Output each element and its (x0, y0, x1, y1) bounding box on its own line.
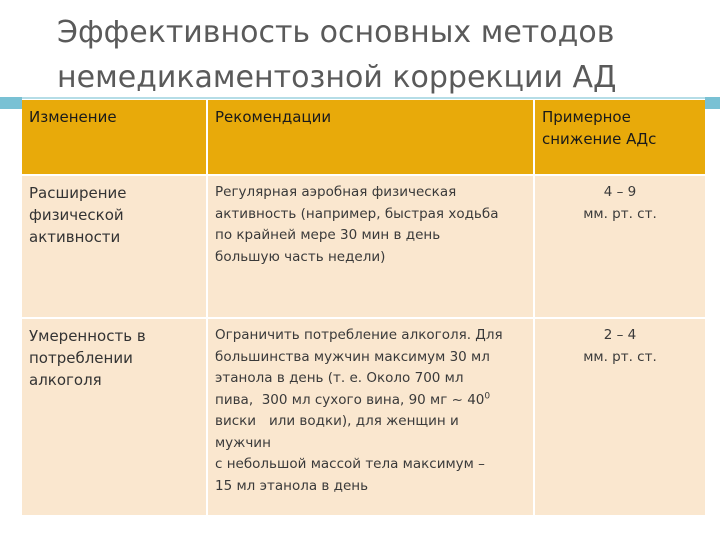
cell-recommendation-line: большинства мужчин максимум 30 мл (215, 348, 490, 365)
table-row (22, 319, 705, 517)
cell-recommendation-line: с небольшой массой тела максимум – (215, 456, 485, 472)
header-recommendations-label: Рекомендации (215, 108, 332, 126)
cell-change-line: активности (29, 228, 121, 246)
cell-reduction-range: 2 – 4 (603, 327, 637, 343)
cell-reduction (535, 319, 705, 517)
header-reduction-line-1: Примерное (542, 108, 631, 126)
accent-bar-right (705, 97, 720, 109)
superscript-degree: 0 (484, 391, 491, 401)
cell-change-line: Расширение (29, 184, 127, 202)
cell-recommendation-line: Ограничить потребление алкоголя. Для (215, 327, 503, 343)
cell-reduction (535, 176, 705, 319)
cell-recommendation-line: 15 мл этанола в день (215, 477, 369, 494)
cell-recommendation-line: виски или водки), для женщин и (215, 413, 459, 429)
cell-recommendation-line: по крайней мере 30 мин в день (215, 227, 441, 243)
table-header-row (22, 100, 705, 176)
cell-recommendation-line: мужчин (215, 434, 271, 451)
slide-title-line-2: немедикаментозной коррекции АД (57, 60, 617, 95)
slide-title (57, 10, 697, 100)
cell-recommendation-text: пива, 300 мл сухого вина, 90 мг ~ 40 (215, 391, 485, 408)
accent-bar-left (0, 97, 22, 109)
header-change-label: Изменение (29, 108, 117, 126)
cell-recommendation-line: этанола в день (т. е. Около 700 мл (215, 370, 464, 386)
header-recommendations (208, 100, 535, 176)
cell-reduction-unit: мм. рт. ст. (583, 348, 657, 365)
methods-table (22, 100, 705, 517)
cell-recommendation (208, 319, 535, 517)
header-reduction (535, 100, 705, 176)
cell-change-line: Умеренность в (29, 327, 146, 345)
cell-change-line: физической (29, 206, 124, 224)
cell-change-line: алкоголя (29, 371, 102, 389)
cell-recommendation-line (215, 390, 526, 412)
slide-title-line-1: Эффективность основных методов (57, 15, 615, 50)
accent-divider (22, 97, 705, 99)
cell-recommendation (208, 176, 535, 319)
header-change (22, 100, 208, 176)
cell-change (22, 319, 208, 517)
cell-change (22, 176, 208, 319)
cell-recommendation-line: большую часть недели) (215, 248, 386, 265)
table-row (22, 176, 705, 319)
cell-recommendation-line: Регулярная аэробная физическая (215, 184, 457, 200)
cell-recommendation-line: активность (например, быстрая ходьба (215, 205, 499, 222)
cell-change-line: потреблении (29, 349, 133, 367)
header-reduction-line-2: снижение АДс (542, 130, 657, 148)
cell-reduction-range: 4 – 9 (603, 184, 637, 200)
cell-reduction-unit: мм. рт. ст. (583, 205, 657, 222)
